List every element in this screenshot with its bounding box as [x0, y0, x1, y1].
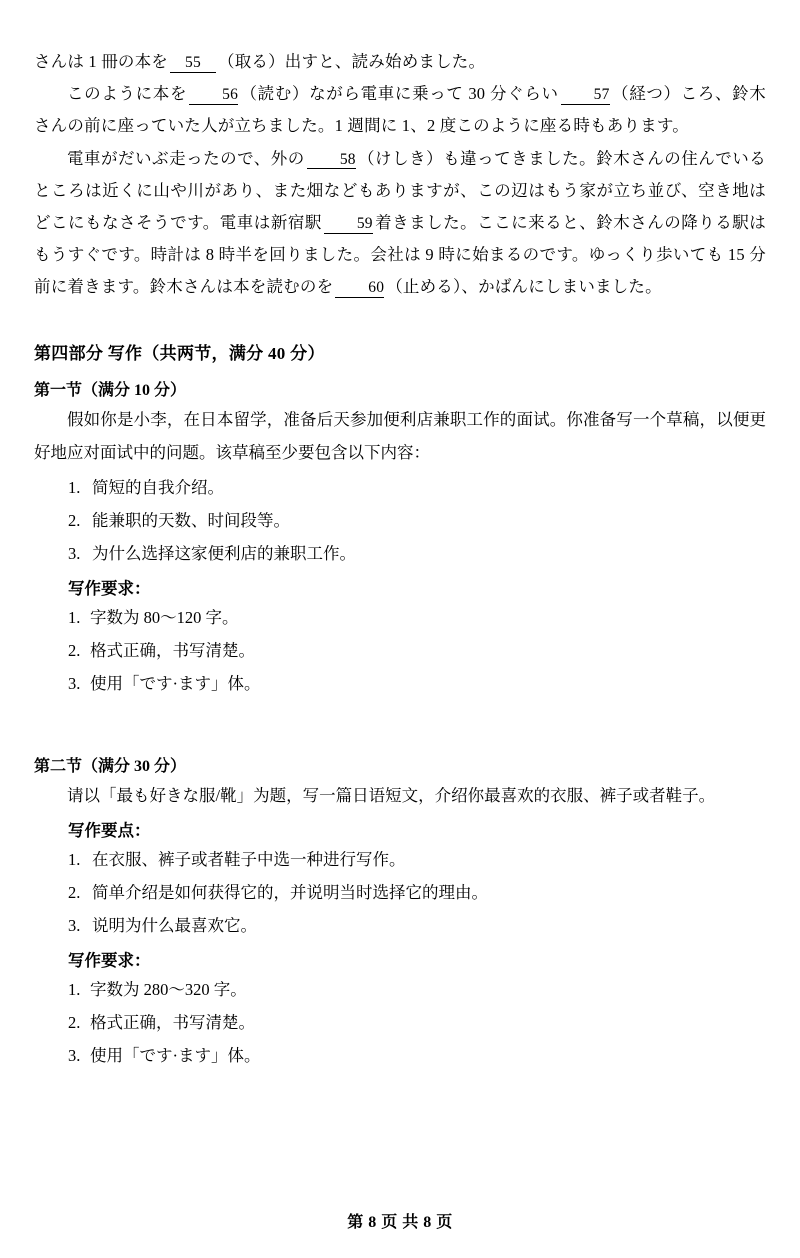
list-item-number: 1. [68, 849, 81, 869]
list-item-label: 格式正确，书写清楚。 [90, 1012, 255, 1032]
cloze-passage [34, 46, 766, 303]
cloze-text: さんは 1 冊の本を [34, 52, 168, 71]
list-item-number: 1. [68, 477, 81, 497]
cloze-text: （取る）出すと、読み始めました。 [218, 52, 486, 71]
list-item-number: 1. [68, 979, 81, 999]
list-item [68, 601, 766, 634]
list-item-number: 2. [68, 882, 81, 902]
list-item-label: 能兼职的天数、时间段等。 [92, 510, 290, 530]
answer-blank-57[interactable]: 57 [561, 86, 610, 105]
list-item [68, 1006, 766, 1039]
list-item [68, 471, 766, 504]
list-item-number: 3. [68, 543, 81, 563]
answer-blank-58[interactable]: 58 [307, 151, 356, 170]
cloze-text: （読む）ながら電車に乗って 30 分ぐらい [240, 84, 559, 104]
list-item [68, 1039, 766, 1072]
list-item-label: 字数为 80～120 字。 [90, 607, 239, 627]
list-item [68, 667, 766, 700]
list-item-number: 3. [68, 1045, 81, 1065]
page-footer: 第 8 页 共 8 页 [347, 1214, 453, 1231]
list-item [68, 504, 766, 537]
section1-requirement-list [34, 601, 766, 700]
list-item-number: 1. [68, 607, 81, 627]
section2-requirement-list [34, 973, 766, 1072]
list-item-number: 2. [68, 510, 81, 530]
section2-requirements-title: 写作要求： [68, 950, 151, 970]
cloze-text: （けしき）も違ってきました。鈴木さんの住んでいるところは近くに山や川があり、また畑などもありますが、この辺はもう家が立ち並び、空き地はどこにもなさそうです。電車は新宿駅 [34, 148, 766, 232]
list-item [68, 876, 766, 909]
section1-prompt: 假如你是小李，在日本留学，准备后天参加便利店兼职工作的面试。你准备写一个草稿，以便更好地应对面试中的问题。该草稿至少要包含以下内容： [34, 410, 766, 462]
list-item-label: 说明为什么最喜欢它。 [92, 915, 257, 935]
list-item-label: 为什么选择这家便利店的兼职工作。 [92, 543, 356, 563]
list-item [68, 973, 766, 1006]
cloze-text: （止める）、かばんにしまいました。 [386, 277, 662, 297]
list-item [68, 909, 766, 942]
list-item-label: 使用「です·ます」体。 [90, 1045, 261, 1065]
list-item-label: 格式正确，书写清楚。 [90, 640, 255, 660]
cloze-text: （経つ）ころ、鈴木さんの前に座っていた人が立ちました。1 週間に 1、2 度このように座る時もあります。 [34, 84, 767, 136]
cloze-paragraph [34, 143, 766, 304]
answer-blank-56[interactable]: 56 [189, 86, 238, 105]
section1-requirements-title: 写作要求： [68, 578, 151, 598]
list-item-number: 2. [68, 1012, 81, 1032]
cloze-paragraph [34, 46, 766, 78]
answer-blank-59[interactable]: 59 [324, 215, 373, 234]
section-spacer [34, 700, 766, 740]
list-item-number: 3. [68, 915, 81, 935]
list-item-number: 2. [68, 640, 81, 660]
list-item [68, 843, 766, 876]
cloze-text: 電車がだいぶ走ったので、外の [67, 148, 305, 168]
section2-prompt: 请以「最も好きな服/靴」为题，写一篇日语短文，介绍你最喜欢的衣服、裤子或者鞋子。 [67, 785, 716, 805]
cloze-paragraph [34, 78, 766, 142]
list-item-label: 简短的自我介绍。 [92, 477, 224, 497]
cloze-text: このように本を [67, 84, 188, 104]
list-item-label: 简单介绍是如何获得它的，并说明当时选择它的理由。 [92, 882, 488, 902]
answer-blank-60[interactable]: 60 [335, 279, 384, 298]
list-item [68, 537, 766, 570]
list-item-label: 在衣服、裤子或者鞋子中选一种进行写作。 [92, 849, 406, 869]
list-item [68, 634, 766, 667]
list-item-label: 使用「です·ます」体。 [90, 673, 261, 693]
section2-points-title: 写作要点： [68, 820, 151, 840]
part-title: 第四部分 写作（共两节，满分 40 分） [34, 344, 325, 364]
section2-point-list [34, 843, 766, 942]
list-item-number: 3. [68, 673, 81, 693]
section1-item-list [34, 471, 766, 570]
answer-blank-55[interactable]: 55 [170, 54, 216, 73]
section2-title: 第二节（满分 30 分） [34, 757, 187, 775]
list-item-label: 字数为 280～320 字。 [90, 979, 247, 999]
section1-title: 第一节（满分 10 分） [34, 382, 187, 400]
cloze-text: 着きました。ここに来ると、鈴木さんの降りる駅はもうすぐです。時計は 8 時半を回りました。会社は 9 時に始まるのです。ゆっくり歩いても 15 分前に着きます。鈴木さんは本を読むのを [34, 212, 766, 297]
